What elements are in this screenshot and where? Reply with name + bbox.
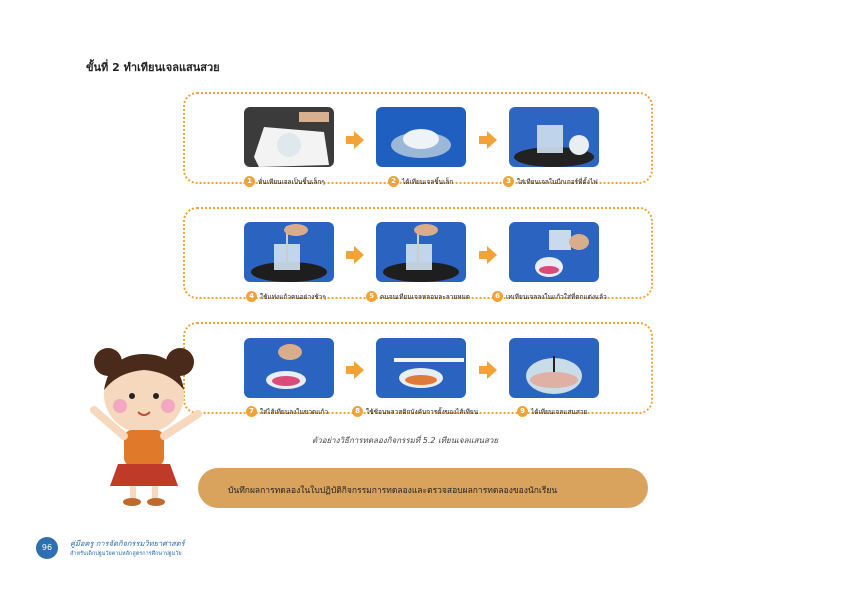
step-caption: 1 หั่นเทียนเจลเป็นชิ้นเล็กๆ	[244, 176, 325, 187]
page-heading: ขั้นที่ 2 ทำเทียนเจลแสนสวย	[86, 61, 220, 74]
finished-candle-photo	[509, 338, 599, 398]
step-caption: 3 ใส่เทียนเจลในบีกเกอร์ที่ตั้งไฟ	[503, 176, 598, 187]
footer-title: คู่มือครู การจัดกิจกรรมวิทยาศาสตร์	[70, 539, 185, 548]
footer-subtitle: สำหรับเด็กปฐมวัยตามหลักสูตรการศึกษาปฐมวัย	[70, 551, 182, 557]
step-caption: 9 ได้เทียนเจลแสนสวย	[517, 406, 587, 417]
melted-gel-photo	[376, 222, 466, 282]
stirring-rod-photo	[244, 222, 334, 282]
step-caption: 2 ได้เทียนเจลชิ้นเล็ก	[388, 176, 453, 187]
step-caption: 5 คนจนเทียนเจลหลอมละลายหมด	[366, 291, 470, 302]
cutting-gel-photo	[244, 107, 334, 167]
inserting-wick-photo	[244, 338, 334, 398]
spoon-wick-photo	[376, 338, 466, 398]
girl-illustration	[80, 340, 210, 510]
pouring-gel-photo	[509, 222, 599, 282]
figure-caption: ตัวอย่างวิธีการทดลองกิจกรรมที่ 5.2 เทียนเจลแสนสวย	[312, 436, 499, 445]
gel-in-beaker-photo	[509, 107, 599, 167]
step-caption: 7 ใส่ไส้เทียนลงในขวดแก้ว	[246, 406, 328, 417]
small-gel-pieces-photo	[376, 107, 466, 167]
banner-text: บันทึกผลการทดลองในใบปฏิบัติกิจกรรมการทดลองและตรวจสอบผลการทดลองของนักเรียน	[228, 486, 558, 496]
step-caption: 6 เทเทียนเจลลงในแก้วใส่ที่ตกแต่งแล้ว	[492, 291, 607, 302]
page-number: 96	[36, 537, 58, 559]
step-caption: 4 ใช้แท่งแก้วคนอย่างช้าๆ	[246, 291, 326, 302]
step-caption: 8 ใช้ช้อนพลาสติกบังคับการตั้งของไส้เทียน	[352, 406, 478, 417]
